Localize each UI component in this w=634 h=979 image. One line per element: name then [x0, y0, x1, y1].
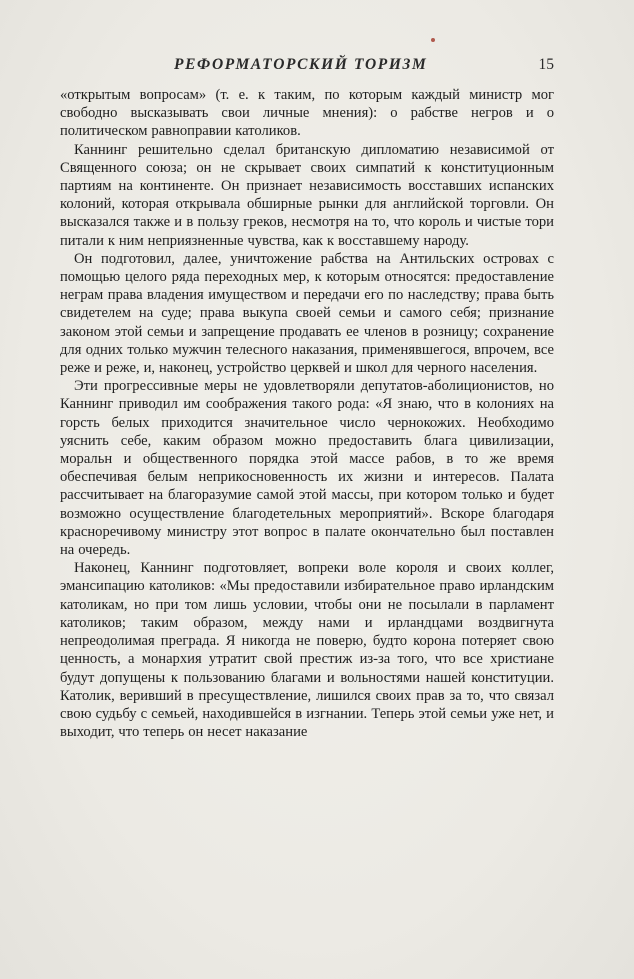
body-text — [60, 86, 554, 741]
running-title: РЕФОРМАТОРСКИЙ ТОРИЗМ — [174, 56, 428, 73]
paragraph-continued: «открытым вопросам» (т. е. к таким, по которым каждый министр мог свободно высказывать свои личные мнения): о рабстве негров и о политическом равноправии католиков. — [60, 87, 554, 140]
paragraph: Эти прогрессивные меры не удовлетворяли депутатов-аболиционистов, но Каннинг приводил им соображения такого рода: «Я знаю, что в колониях на горсть белых приходится значительное число чернокожих. Необходимо уяснить себе, каким образом можно предоставить блага цивилизации, моральн и общественного порядка этой массе рабов, в то же время обеспечивая белым неприкосновенность их жизни и интересов. Палата рассчитывает на благоразумие самой этой массы, при котором только и будет возможно осуществление благодетельных мероприятий». Вскоре благодаря красноречивому министру этот вопрос в палате окончательно был поставлен на очередь. — [60, 378, 554, 559]
ink-speck — [431, 38, 435, 42]
running-header — [62, 56, 554, 80]
paragraph: Он подготовил, далее, уничтожение рабства на Антильских островах с помощью целого ряда переходных мер, к которым относятся: предоставление неграм права владения имуществом и передачи его по наследству; права быть свидетелем на суде; права выкупа своей семьи и самого себя; признание законом этой семьи и запрещение продавать ее членов в розницу; сохранение для одних только мужчин телесного наказания, применявшегося, впрочем, все реже и реже, и, наконец, устройство церквей и школ для черного населения. — [60, 250, 554, 377]
paragraph: Каннинг решительно сделал британскую дипломатию независимой от Священного союза; он не скрывает своих симпатий к конституционным партиям на континенте. Он признает независимость восставших испанских колоний, которая открывала обширные рынки для английской торговли. Он высказался также и в пользу греков, несмотря на то, что король и чистые тори питали к ним неприязненные чувства, как к восставшему народу. — [60, 141, 554, 249]
page-number: 15 — [538, 56, 554, 73]
paragraph: Наконец, Каннинг подготовляет, вопреки воле короля и своих коллег, эмансипацию католиков: «Мы предоставили избирательное право ирландским католикам, но при том лишь условии, чтобы они не посылали в парламент католиков; таким образом, между нами и ирландцами воздвигнута непреодолимая преграда. Я никогда не поверю, будто корона потеряет свою ценность, а монархия утратит свой престиж из-за того, что все христиане будут допущены к пользованию благами и вольностями нашей конституции. Католик, веривший в пресуществление, лишился своих прав за то, что связал свою судьбу с семьей, находившейся в изгнании. Теперь этой семьи уже нет, и выходит, что теперь он несет наказание — [60, 560, 554, 741]
